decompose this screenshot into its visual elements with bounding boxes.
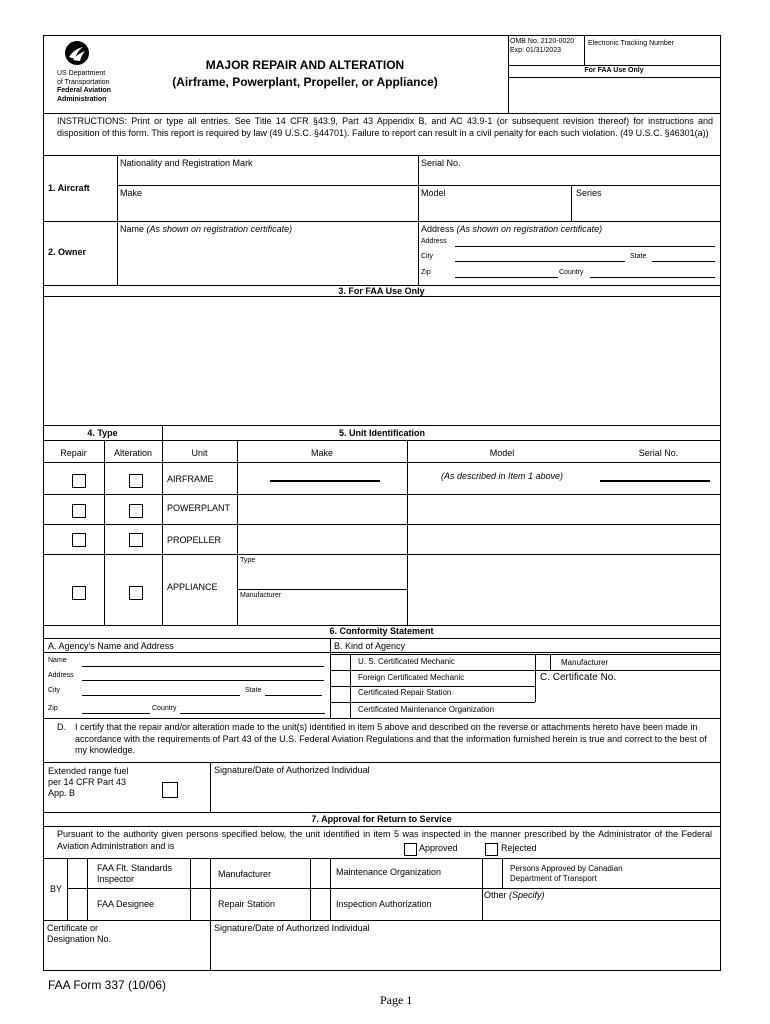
aircraft-series-field[interactable]: Series [576,188,602,198]
maint-org-approval-checkbox[interactable] [311,859,330,888]
inspection-auth-label: Inspection Authorization [336,899,432,909]
agency-address-label: Address [48,672,74,679]
agency-name-label: Name [48,657,67,664]
kind-foreign-mechanic: Foreign Certificated Mechanic [358,673,465,682]
unit-column-header: Unit [191,448,208,458]
airframe-serial-dash [600,480,710,482]
agency-zip-label: Zip [48,705,58,712]
agency-zip-input[interactable] [82,713,150,714]
approval-statement: Pursuant to the authority given persons specified below, the unit identified in item 5 was inspected in the manner prescribed by the Administrator of the Federal Aviation Administration and is [57,829,712,851]
appliance-alteration-checkbox[interactable] [129,586,143,600]
aircraft-section-label: 1. Aircraft [48,183,90,193]
appliance-repair-checkbox[interactable] [72,586,86,600]
omb-expiration: Exp: 01/31/2023 [510,47,561,54]
repair-column-header: Repair [60,448,87,458]
agency-line-2: of Transportation [57,78,110,86]
conformity-signature-field[interactable]: Signature/Date of Authorized Individual [214,765,370,775]
approval-section-title: 7. Approval for Return to Service [311,814,452,824]
form-number: FAA Form 337 (10/06) [48,978,167,992]
owner-zip-input[interactable] [455,277,558,278]
maintenance-org-checkbox[interactable] [331,703,350,718]
serial-column-header: Serial No. [638,448,679,458]
owner-state-label: State [630,253,647,260]
certify-letter: D. [57,722,66,732]
agency-name-address-label: A. Agency's Name and Address [48,641,174,651]
owner-name-label: Name [120,224,147,234]
unit-identification-title: 5. Unit Identification [338,428,425,438]
conformity-section-title: 6. Conformity Statement [329,626,434,636]
appliance-manufacturer-label: Manufacturer [240,592,282,599]
certify-statement: I certify that the repair and/or alteration made to the unit(s) identified in item 5 above and described on the reverse or attachments hereto have been made in accordance with the requirements of Part 43 of the U.S. Federal Aviation Regulations and that the information furnished herein is true and correct to the best of my knowledge. [75,722,707,755]
unit-label-appliance: APPLIANCE [167,582,218,592]
agency-line-3: Federal Aviation [57,87,111,94]
designee-checkbox[interactable] [68,889,87,920]
approved-checkbox[interactable] [404,843,417,856]
approved-label: Approved [419,843,458,853]
certificate-designation-field[interactable]: Certificate or Designation No. [47,923,112,944]
as-described-note: (As described in Item 1 above) [440,471,564,481]
designee-label: FAA Designee [97,899,155,909]
other-specify-field[interactable]: Other (Specify) [484,890,545,900]
faa-use-area[interactable] [44,297,720,424]
agency-country-input[interactable] [180,713,325,714]
agency-country-label: Country [152,705,177,712]
unit-label-airframe: AIRFRAME [167,474,214,484]
owner-city-input[interactable] [455,261,625,262]
manufacturer-approval-checkbox[interactable] [191,859,210,888]
airframe-make-dash [270,480,380,482]
owner-address-label: Address [421,238,447,245]
us-mechanic-checkbox[interactable] [331,655,350,670]
kind-us-mechanic: U. S. Certificated Mechanic [358,657,455,666]
form-subtitle: (Airframe, Powerplant, Propeller, or Appliance) [172,75,438,89]
repair-station-approval-label: Repair Station [218,899,276,909]
flt-standards-label: FAA Flt. Standards Inspector [97,863,173,884]
airframe-repair-checkbox[interactable] [72,474,86,488]
repair-station-checkbox[interactable] [331,687,350,702]
owner-address-heading: Address (As shown on registration certificate) [421,224,603,234]
owner-zip-label: Zip [421,269,431,276]
repair-station-approval-checkbox[interactable] [191,889,210,920]
inspection-auth-checkbox[interactable] [311,889,330,920]
omb-number: OMB No. 2120-0020 [510,38,575,45]
rejected-label: Rejected [501,843,537,853]
agency-state-label: State [245,687,262,694]
canadian-approval-checkbox[interactable] [483,859,502,888]
nationality-field[interactable]: Nationality and Registration Mark [120,158,253,168]
faa-use-label: For FAA Use Only [584,67,644,74]
faa-use-section-title: 3. For FAA Use Only [338,286,425,296]
manufacturer-approval-label: Manufacturer [218,869,272,879]
page-number: Page 1 [380,993,413,1007]
form-title: MAJOR REPAIR AND ALTERATION [205,58,405,72]
flt-standards-checkbox[interactable] [68,859,87,888]
kind-manufacturer: Manufacturer [561,658,609,667]
kind-maintenance-org: Certificated Maintenance Organization [358,705,495,714]
aircraft-serial-field[interactable]: Serial No. [421,158,461,168]
rejected-checkbox[interactable] [485,843,498,856]
powerplant-repair-checkbox[interactable] [72,504,86,518]
owner-country-label: Country [559,269,584,276]
approval-signature-field[interactable]: Signature/Date of Authorized Individual [214,923,370,933]
canadian-approval-label: Persons Approved by Canadian Department of Transport [510,864,623,883]
agency-name [57,70,111,104]
maint-org-approval-label: Maintenance Organization [336,867,442,877]
kind-repair-station: Certificated Repair Station [358,688,452,697]
make-column-header: Make [310,448,333,458]
agency-state-input[interactable] [265,695,322,696]
agency-line-4: Administration [57,95,107,103]
owner-address-input[interactable] [455,246,715,247]
owner-country-input[interactable] [590,277,715,278]
agency-line-1: US Department [57,70,106,77]
propeller-repair-checkbox[interactable] [72,533,86,547]
model-column-header: Model [489,448,515,458]
tracking-number-label: Electronic Tracking Number [588,40,674,47]
aircraft-model-field[interactable]: Model [421,188,446,198]
owner-section-label: 2. Owner [48,247,87,257]
owner-state-input[interactable] [652,261,715,262]
dot-logo-icon [64,40,90,66]
manufacturer-checkbox[interactable] [536,655,550,670]
agency-city-label: City [48,687,61,694]
foreign-mechanic-checkbox[interactable] [331,671,350,686]
powerplant-alteration-checkbox[interactable] [129,504,143,518]
unit-label-powerplant: POWERPLANT [167,503,231,513]
alteration-column-header: Alteration [113,448,153,458]
unit-label-propeller: PROPELLER [167,535,222,545]
instructions-text: INSTRUCTIONS: Print or type all entries. See Title 14 CFR §43.9, Part 43 Appendix B, and AC 43.9-1 (or subsequent revision thereof) for instructions and disposition of this form. This report is required by law (49 U.S.C. §44701). Failure to report can result in a civil penalty for each such violation. (49 U.S.C. §46301(a)) [57,116,713,138]
owner-name-field[interactable] [120,224,292,234]
certificate-number-label: C. Certificate No. [540,672,617,683]
owner-name-note: (As shown on registration certificate) [146,224,293,234]
extended-range-fuel-label: Extended range fuel per 14 CFR Part 43 App. B [48,766,129,798]
type-section-title: 4. Type [87,428,118,438]
appliance-type-label: Type [240,557,256,564]
agency-city-input[interactable] [82,695,240,696]
propeller-alteration-checkbox[interactable] [129,533,143,547]
airframe-alteration-checkbox[interactable] [129,474,143,488]
agency-address-input[interactable] [82,680,324,681]
aircraft-make-field[interactable]: Make [120,188,143,198]
agency-name-input[interactable] [82,666,324,667]
kind-of-agency-label: B. Kind of Agency [334,641,406,651]
by-label: BY [50,884,63,894]
extended-range-fuel-checkbox[interactable] [162,782,178,798]
owner-city-label: City [421,253,434,260]
